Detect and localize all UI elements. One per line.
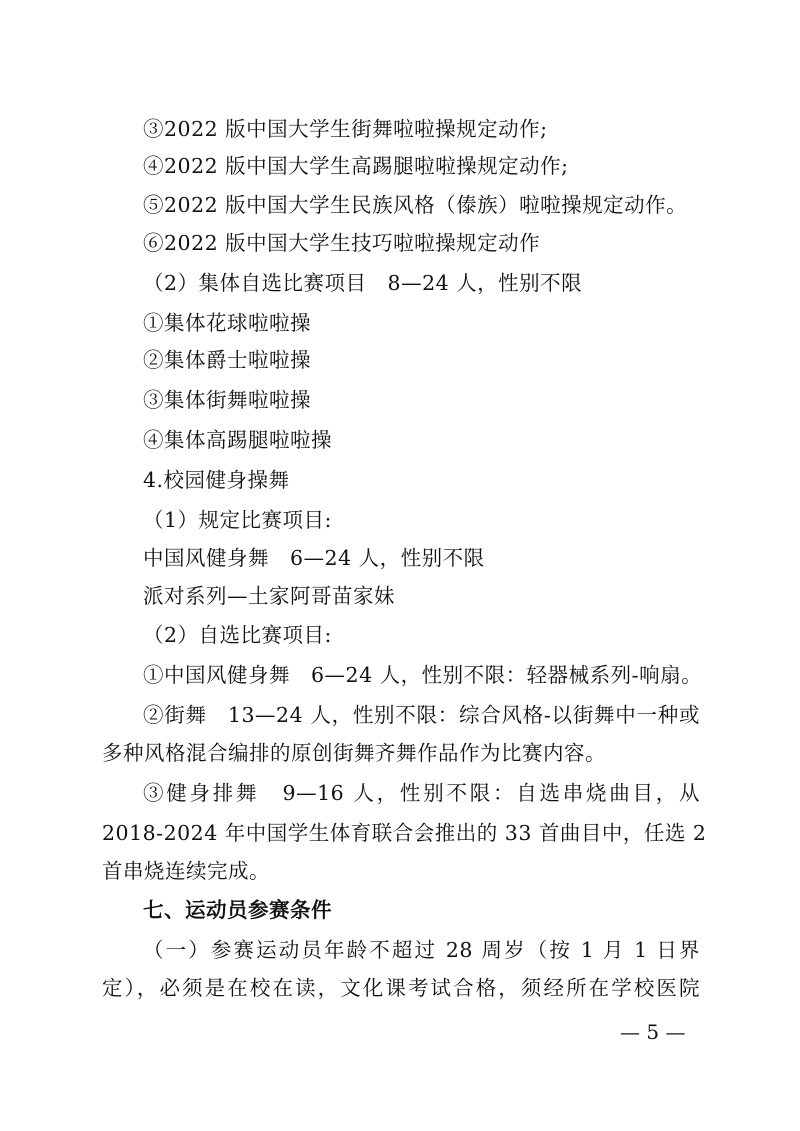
text-line-11: （1）规定比赛项目: — [143, 508, 332, 532]
section-heading-4: 4.校园健身操舞 — [143, 468, 290, 492]
text-line-1: ③2022 版中国大学生街舞啦啦操规定动作; — [143, 117, 548, 141]
text-line-15: ①中国风健身舞 6—24 人，性别不限：轻器械系列-响扇。 — [143, 663, 703, 687]
text-line-12: 中国风健身舞 6—24 人，性别不限 — [143, 546, 485, 570]
text-line-17: 多种风格混合编排的原创街舞齐舞作品作为比赛内容。 — [102, 741, 606, 765]
text-line-5: （2）集体自选比赛项目 8—24 人，性别不限 — [143, 271, 583, 295]
text-line-2: ④2022 版中国大学生高踢腿啦啦操规定动作; — [143, 154, 569, 178]
text-line-8: ③集体街舞啦啦操 — [143, 388, 311, 412]
text-line-6: ①集体花球啦啦操 — [143, 311, 311, 335]
section-heading-7: 七、运动员参赛条件 — [143, 898, 332, 922]
text-line-20: 首串烧连续完成。 — [102, 859, 270, 883]
page-number: — 5 — — [620, 1020, 686, 1044]
text-line-19: 2018-2024 年中国学生体育联合会推出的 33 首曲目中，任选 2 — [102, 821, 707, 845]
text-line-16: ②街舞 13—24 人，性别不限：综合风格-以街舞中一种或 — [143, 703, 700, 727]
text-line-14: （2）自选比赛项目: — [143, 623, 332, 647]
text-line-13: 派对系列—土家阿哥苗家妹 — [143, 584, 395, 608]
text-line-23: 定），必须是在校在读，文化课考试合格，须经所在学校医院 — [102, 976, 700, 1000]
text-line-18: ③健身排舞 9—16 人，性别不限：自选串烧曲目，从 — [143, 781, 700, 805]
text-line-9: ④集体高踢腿啦啦操 — [143, 428, 332, 452]
text-line-7: ②集体爵士啦啦操 — [143, 348, 311, 372]
text-line-22: （一）参赛运动员年龄不超过 28 周岁（按 1 月 1 日界 — [143, 938, 700, 962]
text-line-4: ⑥2022 版中国大学生技巧啦啦操规定动作 — [143, 231, 541, 255]
text-line-3: ⑤2022 版中国大学生民族风格（傣族）啦啦操规定动作。 — [143, 193, 688, 217]
